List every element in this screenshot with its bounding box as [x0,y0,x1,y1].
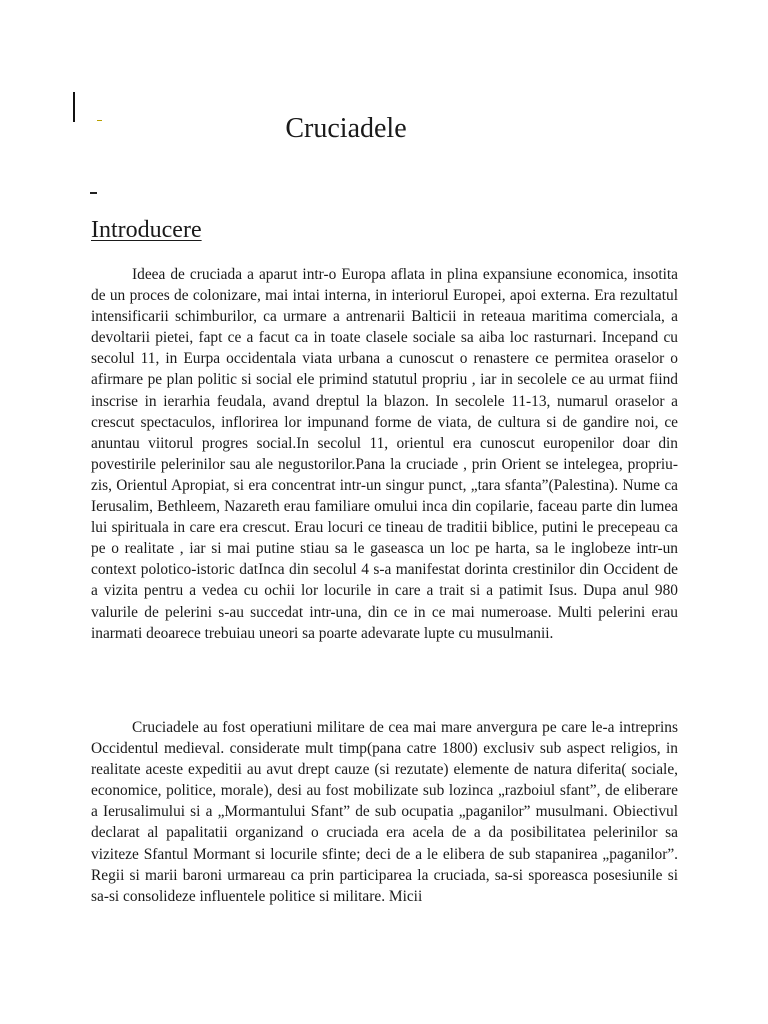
document-title-text: Cruciadele [285,113,407,144]
paragraph-1: Ideea de cruciada a aparut intr-o Europa aflata in plina expansiune economica, insotita de un proces de colonizare, mai intai interna, in interiorul Europei, apoi externa. Era rezultatul intensificarii schimburilor, ca urmare a antrenarii Balticii in reteaua maritima comerciala, a devoltarii pietei, fapt ce a facut ca in toate clasele sociale sa aiba loc rasturnari. Incepand cu secolul 11, in Eurpa occidentala viata urbana a cunoscut o renastere ce permitea oraselor o afirmare pe plan politic si social ele primind statutul propriu , iar in secolele ce au urmat fiind inscrise in ierarhia feudala, avand dreptul la blazon. In secolele 11-13, numarul oraselor a crescut spectaculos, inflorirea lor impunand forme de viata, de cultura si de gandire noi, ce anuntau viitorul progres social.In secolul 11, orientul era cunoscut europenilor doar din povestirile pelerinilor sau ale negustorilor.Pana la cruciade , prin Orient se intelegea, propriu-zis, Orientul Apropiat, si era concentrat intr-un singur punct, „tara sfanta”(Palestina). Nume ca Ierusalim, Bethleem, Nazareth erau familiare omului inca din copilarie, faceau parte din lumea lui spirituala in care era crescut. Erau locuri ce tineau de traditii biblice, putini le precepeau ca pe o realitate , iar si mai putine stiau sa le gaseasca un loc pe harta, sa le inglobeze intr-un context polotico-istoric datInca din secolul 4 s-a manifestat dorinta crestinilor din Occident de a vizita pentru a vedea cu ochii lor locurile in care a trait si a patimit Isus. Dupa anul 980 valurile de pelerini s-au succedat intr-una, din ce in ce mai numeroase. Multi pelerini erau inarmati deoarece trebuiau uneori sa poarte adevarate lupte cu musulmanii. [91,266,678,642]
document-title [0,113,692,145]
stray-dash-mark [90,192,97,194]
paragraph-2: Cruciadele au fost operatiuni militare de cea mai mare anvergura pe care le-a intreprins Occidentul medieval. considerate mult timp(pana catre 1800) exclusiv sub aspect religios, in realitate aceste expeditii au avut drept cauze (si rezutate) elemente de natura diferita( sociale, economice, politice, morale), desi au fost mobilizate sub lozinca „razboiul sfant”, de eliberare a Ierusalimului si a „Mormantului Sfant” de sub ocupatia „paganilor” musulmani. Obiectivul declarat al papalitatii organizand o cruciada era acela de a da posibilitatea pelerinilor sa viziteze Sfantul Mormant si locurile sfinte; deci de a le elibera de sub stapanirea „paganilor”. Regii si marii baroni urmareau ca prin participarea la cruciada, sa-si sporeasca posesiunile si sa-si consolideze influentele politice si militare. Micii [91,719,678,905]
section-heading: Introducere [91,217,202,243]
